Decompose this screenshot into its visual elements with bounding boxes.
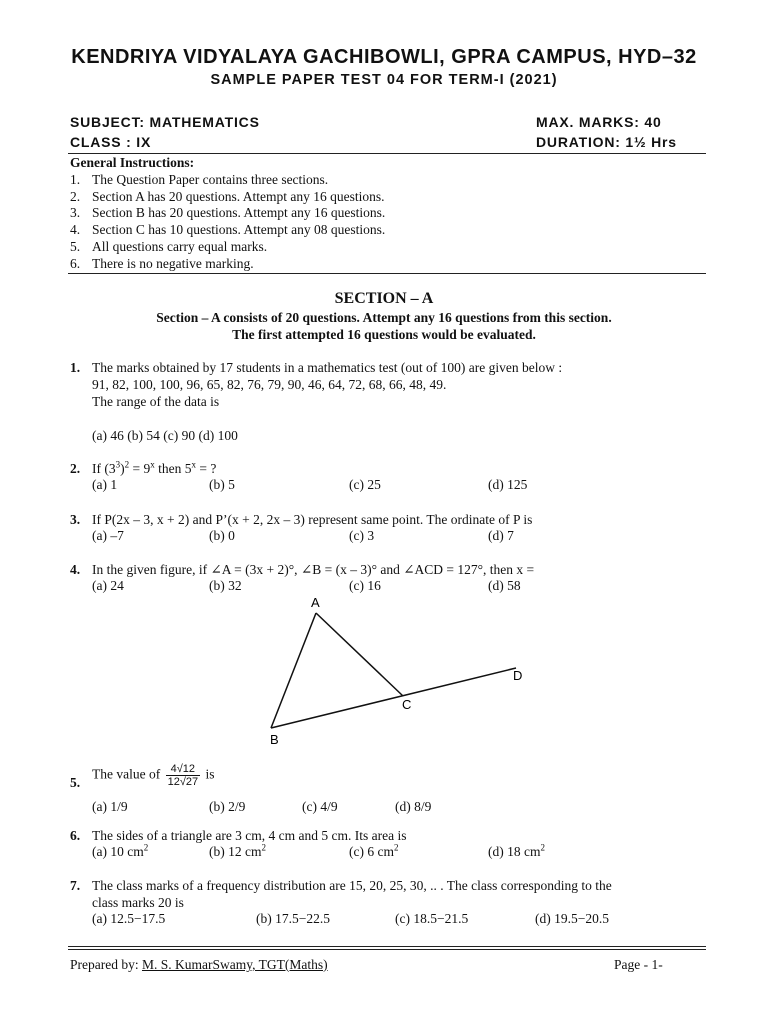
section-note-2: The first attempted 16 questions would be evaluated. — [232, 327, 536, 342]
line-bd — [271, 668, 516, 728]
instruction-item: 1. The Question Paper contains three sections. — [70, 171, 329, 187]
option-a: (a) –7 — [92, 528, 124, 543]
question-5 — [70, 763, 710, 803]
question-text: The value of $\frac{4√12}{12√27}$ is — [92, 763, 215, 788]
paper-title: SAMPLE PAPER TEST 04 FOR TERM-I (2021) — [210, 72, 558, 88]
duration-label: DURATION: 1½ Hrs — [536, 134, 677, 150]
page-number: Page - 1- — [614, 957, 663, 972]
question-1 — [70, 359, 710, 449]
option-d: (d) 19.5−20.5 — [535, 911, 609, 926]
question-number: 3. — [70, 512, 81, 527]
fraction-expression: $\frac{4√12}{12√27}$ — [167, 763, 199, 788]
footer-credit — [70, 957, 328, 973]
option-c: (c) 25 — [349, 477, 381, 492]
option-c: (c) 4/9 — [302, 799, 338, 814]
subject-label: SUBJECT: MATHEMATICS — [70, 114, 260, 130]
class-label: CLASS : IX — [70, 134, 152, 150]
option-a: (a) 1/9 — [92, 799, 128, 814]
point-d-label: D — [513, 668, 523, 683]
option-b: (b) 0 — [209, 528, 235, 543]
option-d: (d) 18 $cm^2$ — [488, 842, 545, 859]
option-d: (d) 125 — [488, 477, 528, 492]
question-text: The marks obtained by 17 students in a mathematics test (out of 100) are given below : — [92, 360, 563, 375]
question-text: The sides of a triangle are 3 cm, 4 cm and 5 cm. Its area is — [92, 828, 407, 843]
side-ab — [271, 613, 316, 728]
option-b: (b) 17.5−22.5 — [256, 911, 330, 926]
question-number: 4. — [70, 562, 81, 577]
option-a: (a) 10 $cm^2$ — [92, 842, 149, 859]
option-b: (b) 2/9 — [209, 799, 246, 814]
general-instructions — [70, 155, 385, 273]
question-text: In the given figure, if ∠A = (3x + 2)°, ∠B = (x – 3)° and ∠ACD = 127°, then x = — [92, 562, 535, 577]
question-number: 5. — [70, 775, 81, 790]
instructions-title: General Instructions: — [70, 155, 195, 170]
instructions-divider — [68, 273, 706, 274]
vertex-b-label: B — [270, 732, 279, 747]
option-d: (d) 7 — [488, 528, 514, 543]
instruction-item: 5. All questions carry equal marks. — [70, 238, 268, 254]
question-text-cont: class marks 20 is — [92, 895, 184, 910]
option-c: (c) 18.5−21.5 — [395, 911, 469, 926]
option-c: (c) 6 $cm^2$ — [349, 842, 399, 859]
question-2 — [70, 460, 710, 496]
vertex-a-label: A — [311, 595, 320, 610]
question-options: (a) 46 (b) 54 (c) 90 (d) 100 — [92, 428, 238, 443]
question-number: 2. — [70, 461, 81, 476]
question-text: If P(2x – 3, x + 2) and P’(x + 2, 2x – 3) represent same point. The ordinate of P is — [92, 512, 533, 527]
footer-divider-1 — [68, 946, 706, 947]
instruction-item: 3. Section B has 20 questions. Attempt any 16 questions. — [70, 205, 386, 221]
question-text: If $(3^3)^2 = 9^x$ then $5^x$ = ? — [92, 459, 217, 476]
option-a: (a) 1 — [92, 477, 118, 492]
section-title: SECTION – A — [334, 290, 434, 307]
max-marks-label: MAX. MARKS: 40 — [536, 114, 662, 130]
option-d: (d) 8/9 — [395, 799, 432, 814]
question-number: 6. — [70, 828, 81, 843]
question-text: The class marks of a frequency distribution are 15, 20, 25, 30, .. . The class corresponding to the — [92, 878, 612, 893]
school-title: KENDRIYA VIDYALAYA GACHIBOWLI, GPRA CAMPUS, HYD–32 — [71, 46, 697, 68]
prepared-label: Prepared by: — [70, 957, 139, 972]
instruction-item: 6. There is no negative marking. — [70, 255, 254, 271]
option-c: (c) 3 — [349, 528, 375, 543]
option-a: (a) 24 — [92, 578, 124, 593]
question-data: 91, 82, 100, 100, 96, 65, 82, 76, 79, 90, 46, 64, 72, 68, 66, 48, 49. — [92, 377, 447, 392]
question-number: 7. — [70, 878, 81, 893]
author-name: M. S. KumarSwamy, TGT(Maths) — [141, 957, 328, 972]
option-c: (c) 16 — [349, 578, 381, 593]
option-b: (b) 12 $cm^2$ — [209, 842, 266, 859]
question-prompt: The range of the data is — [92, 394, 220, 409]
option-d: (d) 58 — [488, 578, 521, 593]
question-number: 1. — [70, 360, 81, 375]
footer-divider-2 — [68, 949, 706, 950]
option-b: (b) 5 — [209, 477, 235, 492]
instruction-item: 2. Section A has 20 questions. Attempt any 16 questions. — [70, 188, 385, 204]
triangle-figure — [262, 592, 534, 752]
section-note-1: Section – A consists of 20 questions. Attempt any 16 questions from this section. — [156, 310, 612, 325]
option-b: (b) 32 — [209, 578, 242, 593]
option-a: (a) 12.5−17.5 — [92, 911, 166, 926]
point-c-label: C — [402, 697, 412, 712]
instruction-item: 4. Section C has 10 questions. Attempt any 08 questions. — [70, 222, 386, 238]
header-divider — [68, 153, 706, 154]
side-ac — [316, 613, 403, 696]
